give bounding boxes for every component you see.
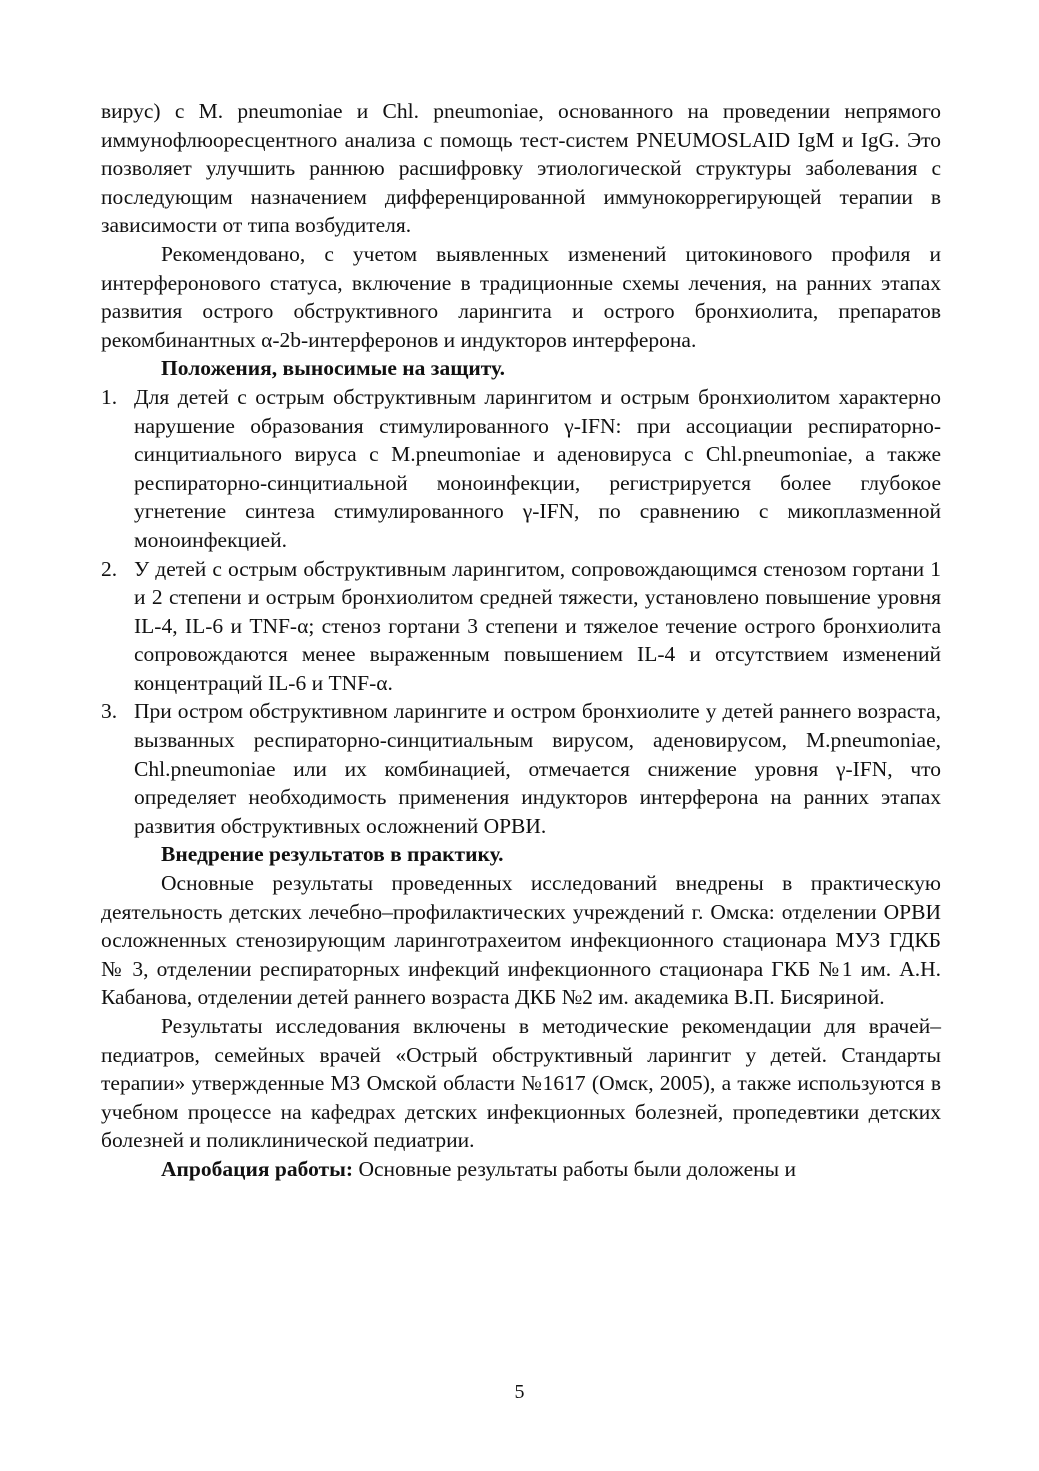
- thesis-number: 2.: [101, 556, 118, 581]
- thesis-text: У детей с острым обструктивным ларингитом, сопровождающимся стенозом гортани 1 и 2 степени и острым бронхиолитом средней тяжести, установлено повышение уровня IL-4, IL-6 и TNF-α; стеноз гортани 3 степени и тяжелое течение острого бронхиолита сопровождаются менее выраженным повышением IL-4 и отсутствием изменений концентраций IL-6 и TNF-α.: [134, 556, 941, 695]
- heading-practice: Внедрение результатов в практику.: [161, 842, 504, 867]
- paragraph-recommended: Рекомендовано, с учетом выявленных изменений цитокинового профиля и интерферонового статуса, включение в традиционные схемы лечения, на ранних этапах развития острого обструктивного ларингита и острого бронхиолита, препаратов рекомбинантных α-2b-интерферонов и индукторов интерферона.: [101, 241, 941, 352]
- thesis-item: [101, 555, 941, 698]
- thesis-text: Для детей с острым обструктивным ларингитом и острым бронхиолитом характерно нарушение образования стимулированного γ-IFN: при ассоциации респираторно-синцитиального вируса с M.pneumoniae и аденовируса с Chl.pneumoniae, а также респираторно-синцитиальной моноинфекции, регистрируется более глубокое угнетение синтеза стимулированного γ-IFN, по сравнению с микоплазменной моноинфекцией.: [134, 384, 941, 552]
- heading-theses: Положения, выносимые на защиту.: [161, 356, 505, 381]
- thesis-number: 1.: [101, 384, 118, 409]
- approbation-label: Апробация работы:: [161, 1156, 354, 1181]
- paragraph-results: Результаты исследования включены в методические рекомендации для врачей–педиатров, семейных врачей «Острый обструктивный ларингит у детей. Стандарты терапии» утвержденные МЗ Омской области №1617 (Омск, 2005), а также используются в учебном процессе на кафедрах детских инфекционных болезней, пропедевтики детских болезней и поликлинической педиатрии.: [101, 1014, 941, 1153]
- thesis-text: При остром обструктивном ларингите и остром бронхиолите у детей раннего возраста, вызванных респираторно-синцитиальным вирусом, аденовирусом, M.pneumoniae, Chl.pneumoniae или их комбинацией, отмечается снижение уровня γ-IFN, что определяет необходимость применения индукторов интерферона на ранних этапах развития обструктивных осложнений ОРВИ.: [134, 699, 941, 838]
- theses-list: [101, 383, 941, 841]
- page-number: 5: [514, 1381, 525, 1403]
- paragraph-continuation: вирус) с M. pneumoniae и Chl. pneumoniae, основанного на проведении непрямого иммунофлюоресцентного анализа с помощь тест-систем PNEUMOSLAID IgM и IgG. Это позволяет улучшить раннюю расшифровку этиологической структуры заболевания с последующим назначением дифференцированной иммунокоррегирующей терапии в зависимости от типа возбудителя.: [101, 99, 941, 238]
- approbation-text: Основные результаты работы были доложены и: [353, 1156, 796, 1181]
- paragraph-approbation: [101, 1155, 941, 1184]
- paragraph-practice: Основные результаты проведенных исследований внедрены в практическую деятельность детских лечебно–профилактических учреждений г. Омска: отделении ОРВИ осложненных стенозирующим ларинготрахеитом инфекционного стационара МУЗ ГДКБ № 3, отделении респираторных инфекций инфекционного стационара ГКБ №1 им. А.Н. Кабанова, отделении детей раннего возраста ДКБ №2 им. академика В.П. Бисяриной.: [101, 871, 941, 1010]
- thesis-item: [101, 383, 941, 555]
- thesis-item: [101, 697, 941, 840]
- thesis-number: 3.: [101, 699, 118, 724]
- document-page: [101, 97, 941, 1184]
